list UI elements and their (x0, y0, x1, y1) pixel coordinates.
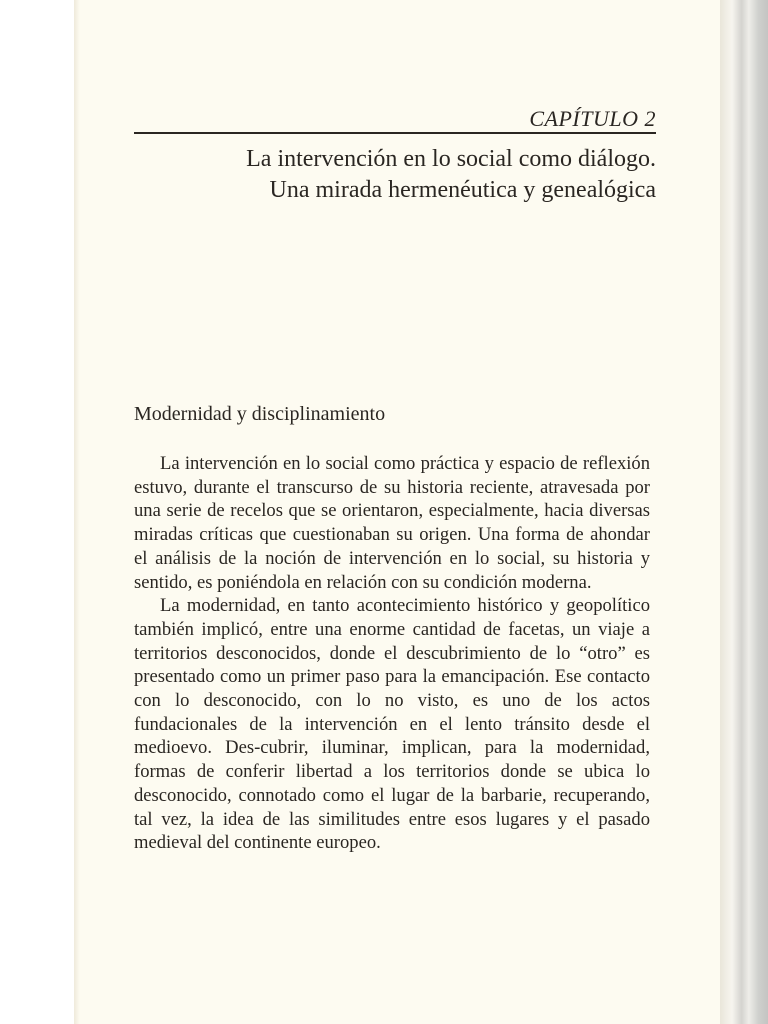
chapter-title (96, 144, 656, 206)
paragraph-2: La modernidad, en tanto acontecimiento histórico y geopolítico también implicó, entre una enorme cantidad de facetas, un viaje a territorios desconocidos, donde el descubrimiento de lo “otro” es presentado como un primer paso para la emancipación. Ese contacto con lo desconocido, con lo no visto, es uno de los actos fundacionales de la intervención en el lento tránsito desde el medioevo. Des-cubrir, iluminar, implican, para la modernidad, formas de conferir libertad a los territorios donde se ubica lo desconocido, connotado como el lugar de la barbarie, recuperando, tal vez, la idea de las similitudes entre esos lugares y el pasado medieval del continente europeo. (134, 595, 650, 854)
page-left-margin (0, 0, 74, 1024)
chapter-title-line-2: Una mirada hermenéutica y genealógica (269, 177, 656, 203)
body-text (134, 452, 650, 855)
chapter-title-line-1: La intervención en lo social como diálogo. (246, 146, 656, 172)
chapter-label: CAPÍTULO 2 (529, 106, 656, 131)
section-heading: Modernidad y disciplinamiento (134, 403, 386, 425)
chapter-rule (134, 132, 656, 134)
page-stack-edge (720, 0, 768, 1024)
page-binding-shadow (74, 0, 80, 1024)
paragraph-1: La intervención en lo social como práctica y espacio de reflexión estuvo, durante el transcurso de su historia reciente, atravesada por una serie de recelos que se orientaron, especialmente, hacia diversas miradas críticas que cuestionaban su origen. Una forma de ahondar el análisis de la noción de intervención en lo social, su historia y sentido, es poniéndola en relación con su condición moderna. (134, 453, 650, 593)
